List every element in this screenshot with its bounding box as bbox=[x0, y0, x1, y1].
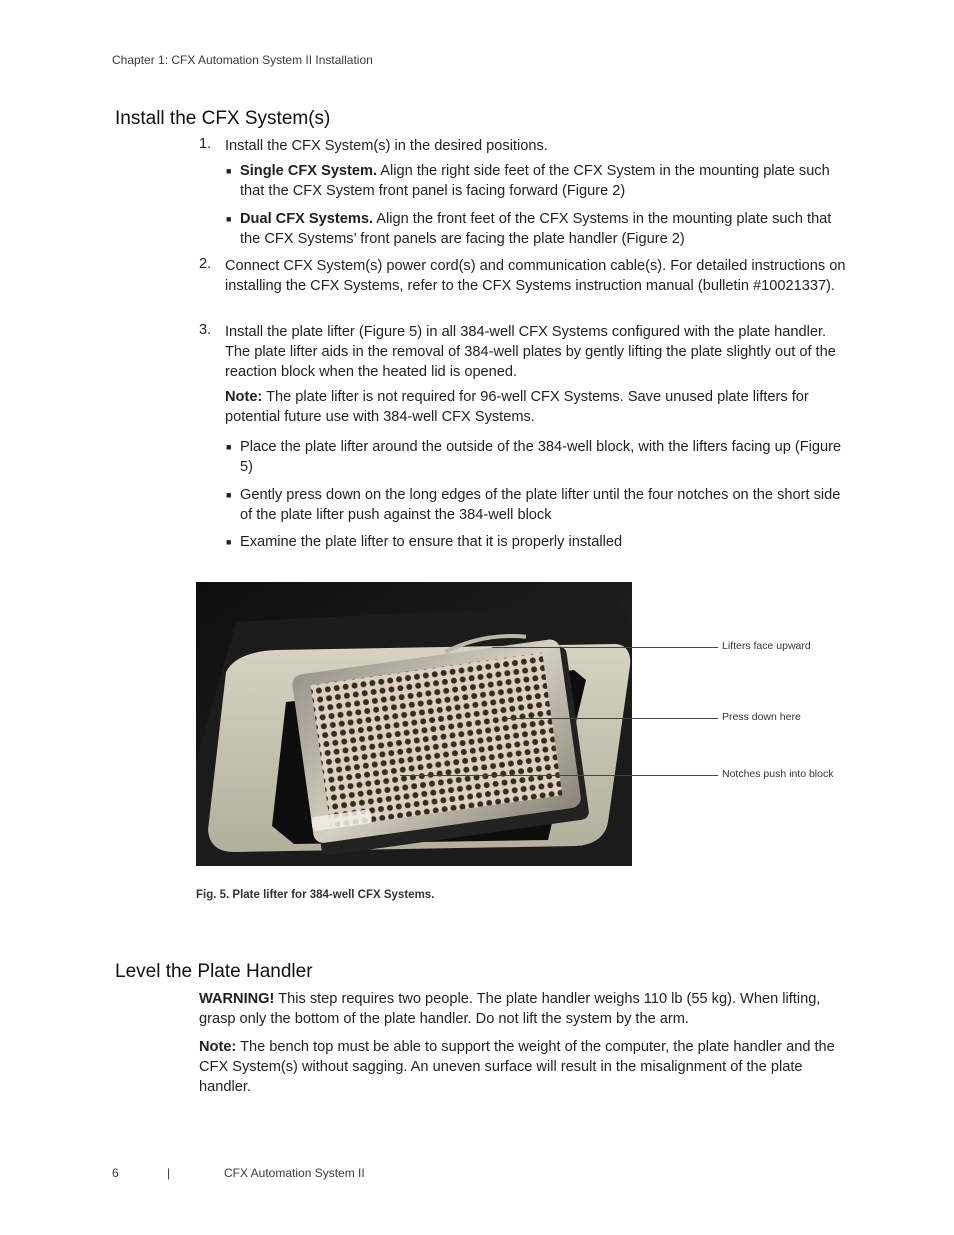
bullet-item: Gently press down on the long edges of the plate lifter until the four notches on the short side of the plate lifter push against the 384-well block bbox=[240, 487, 841, 523]
warning-label: WARNING! bbox=[199, 991, 275, 1007]
bullet-text: Align the right side feet of the CFX System in the mounting plate such that the CFX System front panel is facing forward (Figure 2) bbox=[240, 163, 830, 199]
bullet-marker: ■ bbox=[226, 442, 232, 452]
plate-lifter-photo bbox=[196, 582, 632, 866]
running-header: Chapter 1: CFX Automation System II Installation bbox=[112, 53, 373, 67]
note-text: The plate lifter is not required for 96-well CFX Systems. Save unused plate lifters for potential future use with 384-well CFX Systems. bbox=[225, 389, 809, 425]
note-text: The bench top must be able to support the weight of the computer, the plate handler and the CFX System(s) without sagging. An uneven surface will result in the misalignment of the plate handler. bbox=[199, 1039, 835, 1095]
step-number: 2. bbox=[199, 256, 212, 272]
footer-title: CFX Automation System II bbox=[224, 1166, 365, 1180]
figure-caption: Fig. 5. Plate lifter for 384-well CFX Systems. bbox=[196, 889, 435, 901]
bullet-item bbox=[240, 209, 845, 249]
bullet-marker: ■ bbox=[226, 214, 232, 224]
callout-label: Press down here bbox=[722, 711, 801, 723]
callout-label: Notches push into block bbox=[722, 768, 834, 780]
bullet-bold-label: Dual CFX Systems. bbox=[240, 211, 374, 227]
step-text: Connect CFX System(s) power cord(s) and communication cable(s). For detailed instructions on installing the CFX Systems, refer to the CFX Systems instruction manual (bulletin #10021337). bbox=[225, 258, 846, 294]
note-paragraph bbox=[225, 387, 850, 427]
footer-separator: | bbox=[167, 1166, 171, 1180]
step-text: Install the CFX System(s) in the desired positions. bbox=[225, 138, 548, 154]
callout-label: Lifters face upward bbox=[722, 640, 811, 652]
warning-text: This step requires two people. The plate handler weighs 110 lb (55 kg). When lifting, grasp only the bottom of the plate handler. Do not lift the system by the arm. bbox=[199, 991, 821, 1027]
bullet-item: Examine the plate lifter to ensure that it is properly installed bbox=[240, 534, 623, 550]
page-number: 6 bbox=[112, 1166, 119, 1180]
section-title-level: Level the Plate Handler bbox=[115, 961, 313, 982]
step-number: 3. bbox=[199, 322, 212, 338]
callout-line bbox=[506, 718, 718, 719]
callout-line bbox=[492, 647, 718, 648]
bullet-bold-label: Single CFX System. bbox=[240, 163, 378, 179]
bullet-marker: ■ bbox=[226, 537, 232, 547]
bullet-marker: ■ bbox=[226, 490, 232, 500]
section-title-install: Install the CFX System(s) bbox=[115, 108, 331, 129]
note-paragraph bbox=[199, 1037, 847, 1097]
callout-line bbox=[400, 775, 718, 776]
step-number: 1. bbox=[199, 136, 212, 152]
plate-lifter-illustration bbox=[196, 582, 632, 866]
bullet-marker: ■ bbox=[226, 166, 232, 176]
bullet-item: Place the plate lifter around the outside of the 384-well block, with the lifters facing up (Figure 5) bbox=[240, 439, 842, 475]
note-label: Note: bbox=[199, 1039, 237, 1055]
bullet-item bbox=[240, 161, 845, 201]
step-text: Install the plate lifter (Figure 5) in all 384-well CFX Systems configured with the plate handler. The plate lifter aids in the removal of 384-well plates by gently lifting the plate slightly out of the reaction block when the heated lid is opened. bbox=[225, 324, 836, 380]
bullet-text: Align the front feet of the CFX Systems in the mounting plate such that the CFX Systems’ front panels are facing the plate handler (Figure 2) bbox=[240, 211, 832, 247]
note-label: Note: bbox=[225, 389, 263, 405]
warning-paragraph bbox=[199, 989, 847, 1029]
